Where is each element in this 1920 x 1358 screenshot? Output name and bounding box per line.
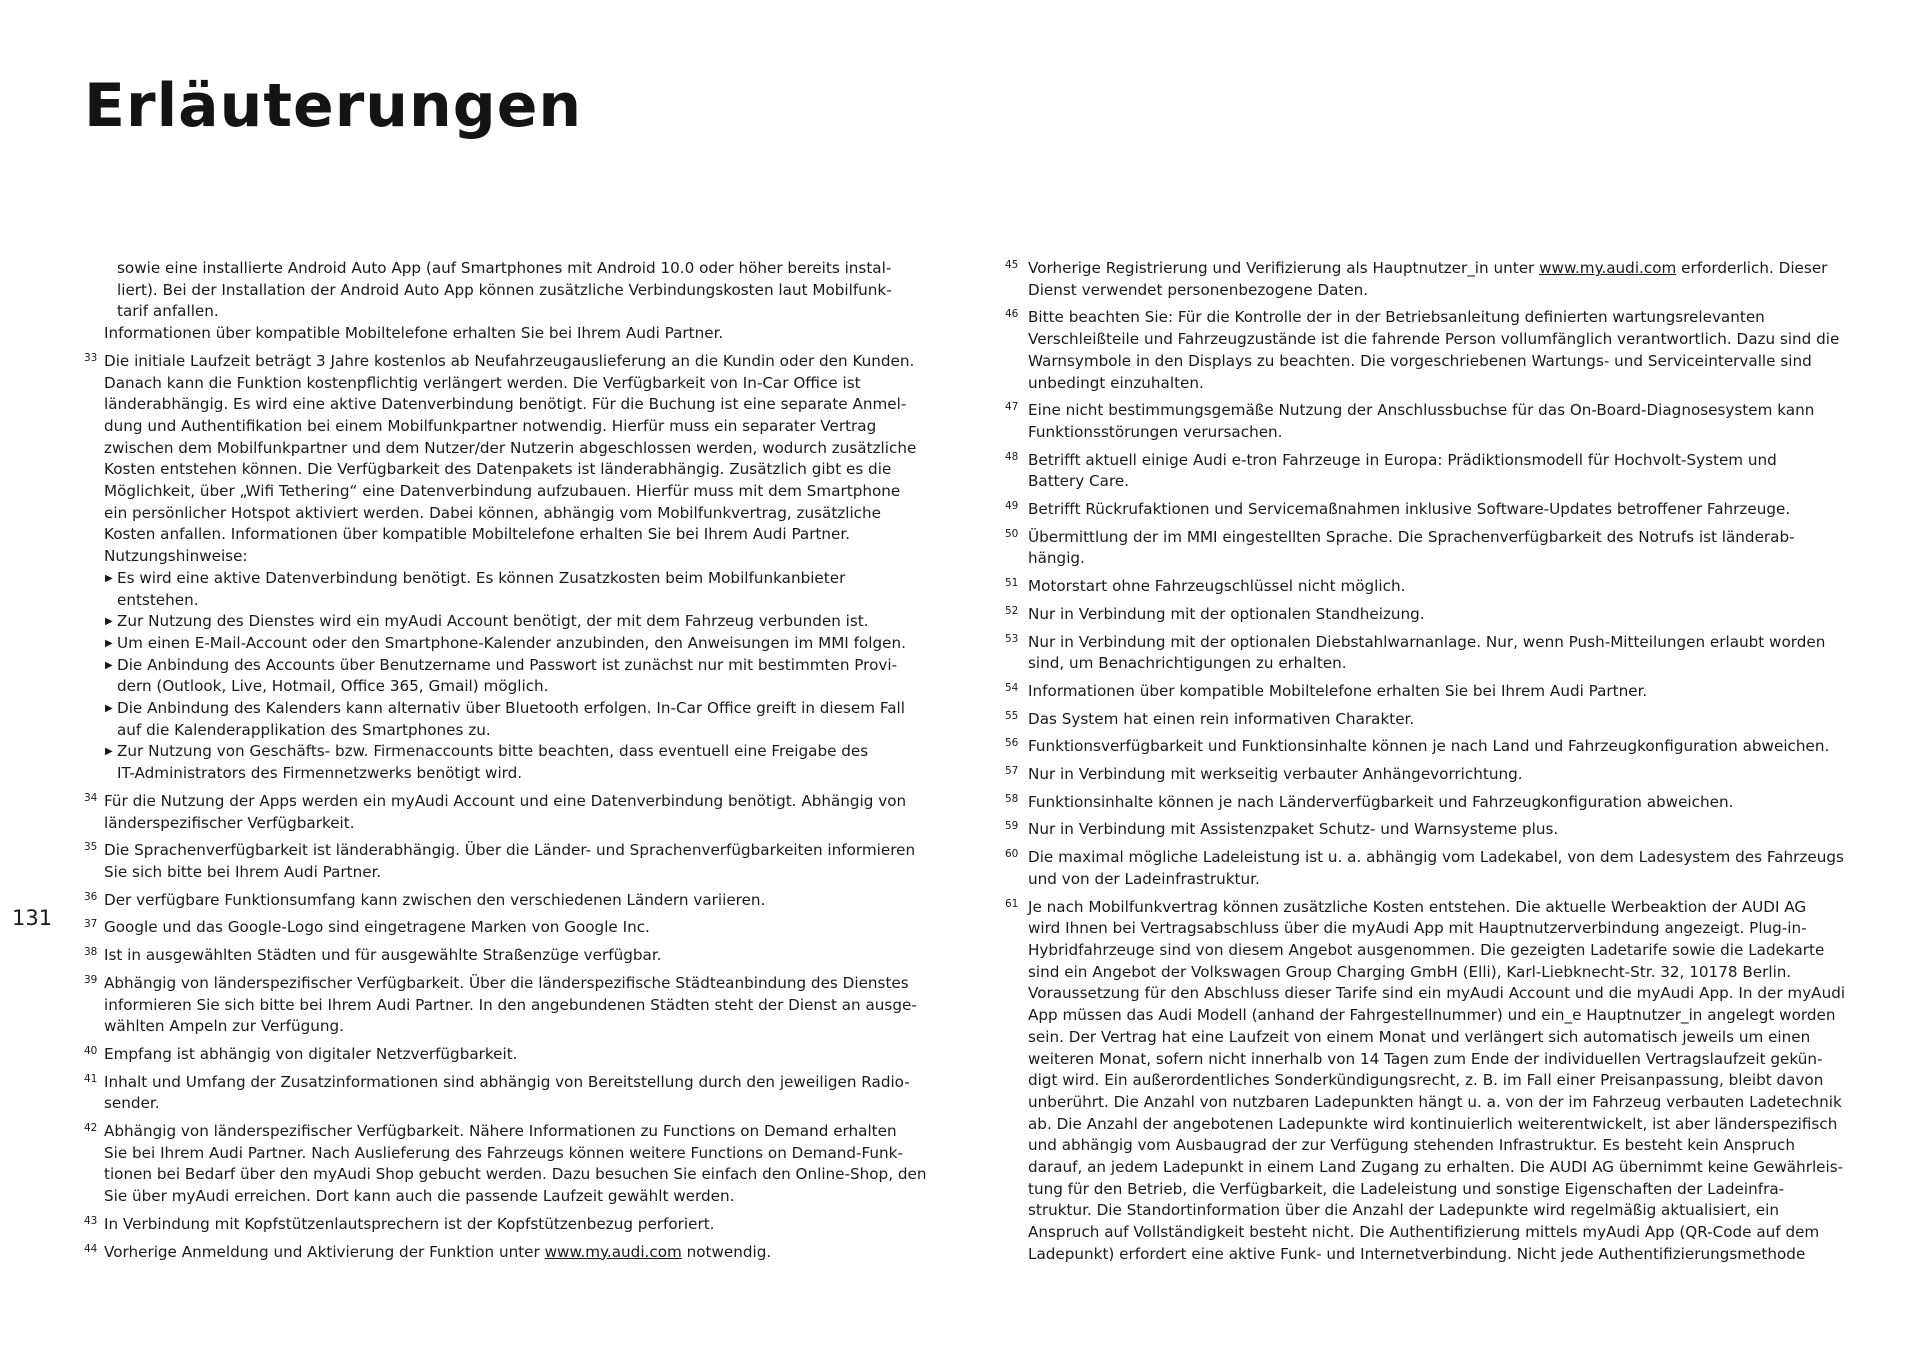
text-line: Warnsymbole in den Displays zu beachten. Die vorgeschriebenen Wartungs- und Serviceintervalle sind [1028, 351, 1812, 370]
footnote-number: 50 [1005, 527, 1019, 540]
footnote-number: 43 [84, 1214, 98, 1227]
text-line: Funktionsverfügbarkeit und Funktionsinhalte können je nach Land und Fahrzeugkonfiguration abweichen. [1028, 737, 1830, 756]
text-line: Voraussetzung für den Abschluss dieser Tarife sind ein myAudi Account und die myAudi App. In der myAudi [1028, 984, 1846, 1003]
text-line: Es wird eine aktive Datenverbindung benötigt. Es können Zusatzkosten beim Mobilfunkanbieter [117, 568, 846, 587]
text-line: Kosten anfallen. Informationen über kompatible Mobiltelefone erhalten Sie bei Ihrem Audi Partner. [104, 525, 851, 544]
audi-website-link[interactable]: www.my.audi.com [544, 1242, 682, 1261]
text-line: wählten Ampeln zur Verfügung. [104, 1017, 344, 1036]
text-line: Anspruch auf Vollständigkeit besteht nicht. Die Authentifizierung mittels myAudi App (QR-Code auf dem [1028, 1223, 1820, 1242]
text-line: Nur in Verbindung mit Assistenzpaket Schutz- und Warnsysteme plus. [1028, 820, 1559, 839]
footnote-number: 54 [1005, 681, 1019, 694]
continued-footnote [85, 258, 943, 323]
text-line: Abhängig von länderspezifischer Verfügbarkeit. Nähere Informationen zu Functions on Demand erhalten [104, 1122, 897, 1141]
text-line: Die Anbindung des Accounts über Benutzername und Passwort ist zunächst nur mit bestimmten Provi- [117, 655, 898, 674]
text-line: Sie bei Ihrem Audi Partner. Nach Auslieferung des Fahrzeugs können weitere Functions on Demand-Funk- [104, 1143, 903, 1162]
footnote-number: 41 [84, 1072, 98, 1085]
list-item [104, 633, 943, 655]
footnote-60 [1006, 847, 1870, 890]
footnote-45 [1006, 258, 1870, 301]
text-line: Dienst verwendet personenbezogene Daten. [1028, 280, 1369, 299]
text-line: Motorstart ohne Fahrzeugschlüssel nicht möglich. [1028, 577, 1406, 596]
text-line: Bitte beachten Sie: Für die Kontrolle der in der Betriebsanleitung definierten wartungsrelevanten [1028, 308, 1765, 327]
footnote-58 [1006, 792, 1870, 814]
text-line: Zur Nutzung des Dienstes wird ein myAudi Account benötigt, der mit dem Fahrzeug verbunden ist. [117, 612, 869, 631]
text-line: und abhängig vom Ausbaugrad der zur Verfügung stehenden Infrastruktur. Es besteht kein Anspruch [1028, 1136, 1795, 1155]
footnote-39 [85, 973, 943, 1038]
footnote-55 [1006, 709, 1870, 731]
footnote-40 [85, 1044, 943, 1066]
footnote-number: 61 [1005, 897, 1019, 910]
footnote-number: 44 [84, 1242, 98, 1255]
text-line: Abhängig von länderspezifischer Verfügbarkeit. Über die länderspezifische Städteanbindung des Dienstes [104, 973, 909, 992]
text-line: Sie über myAudi erreichen. Dort kann auch die passende Laufzeit gewählt werden. [104, 1187, 735, 1206]
footnote-46 [1006, 307, 1870, 394]
list-item [104, 741, 943, 784]
text-line [1028, 258, 1870, 280]
text-fragment: erforderlich. Dieser [1676, 259, 1828, 277]
text-line: Betrifft Rückrufaktionen und Servicemaßnahmen inklusive Software-Updates betroffener Fahrzeuge. [1028, 500, 1791, 519]
audi-website-link[interactable]: www.my.audi.com [1539, 259, 1677, 277]
footnote-42 [85, 1121, 943, 1208]
footnote-number: 35 [84, 841, 98, 854]
text-line: dern (Outlook, Live, Hotmail, Office 365, Gmail) möglich. [117, 677, 549, 696]
footnote-number: 42 [84, 1122, 98, 1135]
text-line: IT-Administrators des Firmennetzwerks benötigt wird. [117, 764, 523, 783]
footnote-41 [85, 1072, 943, 1115]
text-line: hängig. [1028, 549, 1085, 568]
text-line: unbedingt einzuhalten. [1028, 373, 1204, 392]
text-line: Google und das Google-Logo sind eingetragene Marken von Google Inc. [104, 918, 650, 937]
footnote-number: 55 [1005, 709, 1019, 722]
text-line: Die maximal mögliche Ladeleistung ist u. a. abhängig vom Ladekabel, von dem Ladesystem des Fahrzeugs [1028, 848, 1844, 867]
text-line: sein. Der Vertrag hat eine Laufzeit von einem Monat und verlängert sich automatisch jeweils um einen [1028, 1027, 1811, 1046]
text-line: Funktionsinhalte können je nach Länderverfügbarkeit und Fahrzeugkonfiguration abweichen. [1028, 792, 1734, 811]
footnote-number: 60 [1005, 848, 1019, 861]
text-line: Danach kann die Funktion kostenpflichtig verlängert werden. Die Verfügbarkeit von In-Car Office ist [104, 373, 861, 392]
text-line: tionen bei Bedarf über den myAudi Shop gebucht werden. Dazu besuchen Sie einfach den Online-Shop, den [104, 1165, 927, 1184]
footnote-50 [1006, 527, 1870, 570]
footnote-47 [1006, 400, 1870, 443]
list-item [104, 568, 943, 611]
text-line: Die initiale Laufzeit beträgt 3 Jahre kostenlos ab Neufahrzeugauslieferung an die Kundin oder den Kunden. [104, 351, 915, 370]
text-line: länderspezifischer Verfügbarkeit. [104, 813, 355, 832]
text-line: sind ein Angebot der Volkswagen Group Charging GmbH (Elli), Karl-Liebknecht-Str. 32, 10178 Berlin. [1028, 962, 1792, 981]
text-fragment: Vorherige Registrierung und Verifizierung als Hauptnutzer_in unter [1028, 259, 1540, 277]
footnote-61 [1006, 897, 1870, 1266]
text-line: Nur in Verbindung mit der optionalen Standheizung. [1028, 604, 1425, 623]
footnote-number: 58 [1005, 792, 1019, 805]
text-line: Eine nicht bestimmungsgemäße Nutzung der Anschlussbuchse für das On-Board-Diagnosesystem kann [1028, 401, 1815, 420]
left-column [85, 258, 943, 1263]
text-line: Die Anbindung des Kalenders kann alternativ über Bluetooth erfolgen. In-Car Office greift in diesem Fall [117, 699, 905, 718]
text-line: Hybridfahrzeuge sind von diesem Angebot ausgenommen. Die gezeigten Ladetarife sowie die Ladekarte [1028, 940, 1825, 959]
text-line: Funktionsstörungen verursachen. [1028, 422, 1283, 441]
text-line: Für die Nutzung der Apps werden ein myAudi Account und eine Datenverbindung benötigt. Abhängig von [104, 791, 907, 810]
footnote-49 [1006, 499, 1870, 521]
page-number: 131 [12, 906, 53, 930]
footnote-54 [1006, 681, 1870, 703]
text-line: wird Ihnen bei Vertragsabschluss über die myAudi App mit Hauptnutzerverbindung angezeigt. Plug-in- [1028, 919, 1807, 938]
footnote-number: 34 [84, 791, 98, 804]
text-line: Ist in ausgewählten Städten und für ausgewählte Straßenzüge verfügbar. [104, 946, 662, 965]
footnote-number: 49 [1005, 500, 1019, 513]
text-line: dung und Authentifikation bei einem Mobilfunkpartner notwendig. Hierfür muss ein separater Vertrag [104, 416, 877, 435]
footnote-number: 47 [1005, 401, 1019, 414]
text-line: Sie sich bitte bei Ihrem Audi Partner. [104, 862, 382, 881]
footnote-33 [85, 351, 943, 785]
text-line: darauf, an jedem Ladepunkt in einem Land Zugang zu erhalten. Die AUDI AG übernimmt keine Gewährleis- [1028, 1158, 1844, 1177]
text-line: Informationen über kompatible Mobiltelefone erhalten Sie bei Ihrem Audi Partner. [1028, 681, 1648, 700]
text-line [104, 1242, 943, 1264]
footnote-59 [1006, 819, 1870, 841]
continued-footnote-info [85, 323, 943, 345]
footnote-48 [1006, 450, 1870, 493]
footnote-number: 52 [1005, 604, 1019, 617]
text-line: Informationen über kompatible Mobiltelefone erhalten Sie bei Ihrem Audi Partner. [104, 324, 724, 343]
text-line: Empfang ist abhängig von digitaler Netzverfügbarkeit. [104, 1044, 518, 1063]
text-line: zwischen dem Mobilfunkpartner und dem Nutzer/der Nutzerin abgeschlossen werden, wodurch zusätzliche [104, 438, 917, 457]
footnote-51 [1006, 576, 1870, 598]
text-line: unberührt. Die Anzahl von nutzbaren Ladepunkten hängt u. a. von der im Fahrzeug verbauten Ladetechnik [1028, 1092, 1842, 1111]
footnote-number: 51 [1005, 577, 1019, 590]
text-line: Verschleißteile und Fahrzeugzustände ist die fahrende Person vollumfänglich verantwortlich. Dazu sind die [1028, 330, 1840, 349]
footnote-56 [1006, 736, 1870, 758]
text-line: Zur Nutzung von Geschäfts- bzw. Firmenaccounts bitte beachten, dass eventuell eine Freigabe des [117, 742, 869, 761]
text-line: sowie eine installierte Android Auto App (auf Smartphones mit Android 10.0 oder höher bereits instal- [117, 259, 892, 277]
triangle-bullet-icon: ▶ [105, 572, 113, 584]
triangle-bullet-icon: ▶ [105, 637, 113, 649]
footnote-number: 40 [84, 1044, 98, 1057]
footnote-43 [85, 1214, 943, 1236]
text-line: App müssen das Audi Modell (anhand der Fahrgestellnummer) und ein_e Hauptnutzer_in angelegt worden [1028, 1006, 1836, 1025]
text-line: Die Sprachenverfügbarkeit ist länderabhängig. Über die Länder- und Sprachenverfügbarkeiten informieren [104, 841, 916, 860]
triangle-bullet-icon: ▶ [105, 746, 113, 758]
text-line: informieren Sie sich bitte bei Ihrem Audi Partner. In den angebundenen Städten steht der Dienst an ausge- [104, 995, 917, 1014]
text-line: Nutzungshinweise: [104, 547, 248, 566]
footnote-number: 56 [1005, 737, 1019, 750]
text-line: tarif anfallen. [117, 302, 219, 321]
footnote-number: 59 [1005, 820, 1019, 833]
footnote-37 [85, 917, 943, 939]
text-line: liert). Bei der Installation der Android Auto App können zusätzliche Verbindungskosten laut Mobilfunk- [117, 280, 892, 299]
right-column [1006, 258, 1870, 1266]
text-line: In Verbindung mit Kopfstützenlautsprechern ist der Kopfstützenbezug perforiert. [104, 1214, 715, 1233]
text-line: Möglichkeit, über „Wifi Tethering“ eine Datenverbindung aufzubauen. Hierfür muss mit dem Smartphone [104, 482, 901, 501]
footnote-44 [85, 1242, 943, 1264]
text-line: digt wird. Ein außerordentliches Sonderkündigungsrecht, z. B. im Fall einer Preisanpassung, bleibt davon [1028, 1071, 1824, 1090]
text-line: Das System hat einen rein informativen Charakter. [1028, 709, 1415, 728]
text-line: ab. Die Anzahl der angebotenen Ladepunkte wird kontinuierlich weiterentwickelt, ist aber länderspezifisch [1028, 1114, 1838, 1133]
text-line: Battery Care. [1028, 472, 1130, 491]
text-line: Nur in Verbindung mit werkseitig verbauter Anhängevorrichtung. [1028, 765, 1523, 784]
text-line: Um einen E-Mail-Account oder den Smartphone-Kalender anzubinden, den Anweisungen im MMI folgen. [117, 633, 906, 652]
text-line: Der verfügbare Funktionsumfang kann zwischen den verschiedenen Ländern variieren. [104, 890, 766, 909]
footnote-57 [1006, 764, 1870, 786]
text-line: Inhalt und Umfang der Zusatzinformationen sind abhängig von Bereitstellung durch den jeweiligen Radio- [104, 1072, 910, 1091]
footnote-number: 48 [1005, 450, 1019, 463]
text-line: ein persönlicher Hotspot aktiviert werden. Dabei können, abhängig vom Mobilfunkvertrag, zusätzliche [104, 503, 882, 522]
text-line: länderabhängig. Es wird eine aktive Datenverbindung benötigt. Für die Buchung ist eine separate Anmel- [104, 395, 907, 414]
footnote-38 [85, 945, 943, 967]
list-item [104, 611, 943, 633]
text-line: Je nach Mobilfunkvertrag können zusätzliche Kosten entstehen. Die aktuelle Werbeaktion der AUDI AG [1028, 897, 1807, 916]
footnote-number: 39 [84, 973, 98, 986]
text-line: sender. [104, 1094, 160, 1113]
footnote-53 [1006, 632, 1870, 675]
text-line: auf die Kalenderapplikation des Smartphones zu. [117, 720, 491, 739]
text-line: tung für den Betrieb, die Verfügbarkeit, die Ladeleistung und sonstige Eigenschaften der Ladeinfra- [1028, 1179, 1785, 1198]
footnote-35 [85, 840, 943, 883]
footnote-number: 38 [84, 946, 98, 959]
text-fragment: Vorherige Anmeldung und Aktivierung der Funktion unter [104, 1242, 545, 1261]
text-line: Übermittlung der im MMI eingestellten Sprache. Die Sprachenverfügbarkeit des Notrufs ist länderab- [1028, 527, 1795, 546]
footnote-number: 36 [84, 890, 98, 903]
text-line: Betrifft aktuell einige Audi e-tron Fahrzeuge in Europa: Prädiktionsmodell für Hochvolt-System und [1028, 450, 1777, 469]
footnote-number: 33 [84, 351, 98, 364]
text-line: sind, um Benachrichtigungen zu erhalten. [1028, 654, 1347, 673]
list-item [104, 655, 943, 698]
text-line: Nur in Verbindung mit der optionalen Diebstahlwarnanlage. Nur, wenn Push-Mitteilungen erlaubt worden [1028, 632, 1826, 651]
footnote-number: 46 [1005, 308, 1019, 321]
text-line: struktur. Die Standortinformation über die Anzahl der Ladepunkte wird regelmäßig aktualisiert, ein [1028, 1201, 1779, 1220]
usage-notes-list [104, 568, 943, 785]
triangle-bullet-icon: ▶ [105, 659, 113, 671]
text-line: entstehen. [117, 590, 199, 609]
footnote-36 [85, 890, 943, 912]
text-line: Ladepunkt) erfordert eine aktive Funk- und Internetverbindung. Nicht jede Authentifizierungsmethode [1028, 1244, 1806, 1263]
text-fragment: notwendig. [681, 1242, 772, 1261]
text-line: und von der Ladeinfrastruktur. [1028, 869, 1260, 888]
text-line: Kosten entstehen können. Die Verfügbarkeit des Datenpakets ist länderabhängig. Zusätzlich gibt es die [104, 460, 892, 479]
triangle-bullet-icon: ▶ [105, 616, 113, 628]
footnote-number: 57 [1005, 765, 1019, 778]
footnote-52 [1006, 604, 1870, 626]
footnote-34 [85, 791, 943, 834]
list-item [104, 698, 943, 741]
page-title: Erläuterungen [84, 71, 583, 141]
triangle-bullet-icon: ▶ [105, 703, 113, 715]
footnote-number: 45 [1005, 259, 1019, 271]
text-line: weiteren Monat, sofern nicht innerhalb von 14 Tagen zum Ende der individuellen Vertragslaufzeit gekün- [1028, 1049, 1823, 1068]
footnote-number: 37 [84, 918, 98, 931]
footnote-number: 53 [1005, 632, 1019, 645]
